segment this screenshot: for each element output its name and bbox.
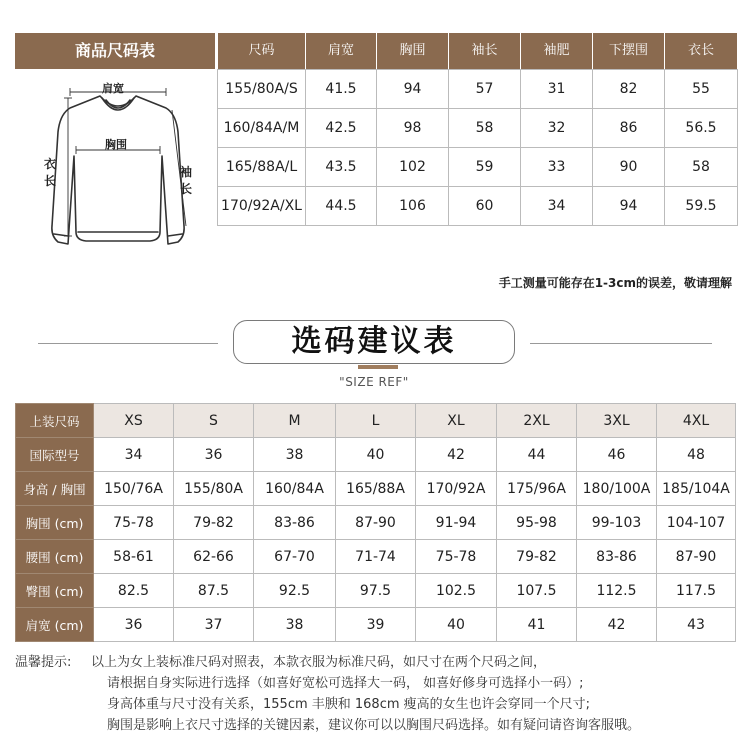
diagram-length-label-2: 长 [44,174,57,188]
product-table-row [218,109,738,148]
size-ref-cell: 39 [336,608,416,642]
size-ref-cell: 46 [577,438,657,472]
size-ref-cell: 112.5 [577,574,657,608]
product-table-cell: 44.5 [306,187,377,226]
size-ref-cell: 97.5 [336,574,416,608]
product-table-header-cell: 袖长 [448,33,520,69]
section-title-underline [358,365,398,369]
product-table-cell: 170/92A/XL [218,187,306,226]
size-ref-row [16,574,736,608]
size-ref-cell: 40 [416,608,497,642]
diagram-shoulder-label: 肩宽 [102,82,124,95]
product-table-cell: 59 [449,148,521,187]
product-table-cell: 106 [377,187,449,226]
size-ref-cell: 79-82 [174,506,254,540]
measurement-note: 手工测量可能存在1-3cm的误差，敬请理解 [498,276,732,290]
size-ref-cell: 71-74 [336,540,416,574]
product-table-cell: 94 [593,187,665,226]
size-ref-row [16,472,736,506]
size-ref-cell: 150/76A [94,472,174,506]
size-ref-cell: 2XL [497,404,577,438]
size-ref-cell: 62-66 [174,540,254,574]
product-table-cell: 98 [377,109,449,148]
size-ref-cell: 48 [657,438,736,472]
size-ref-cell: 99-103 [577,506,657,540]
size-ref-cell: 165/88A [336,472,416,506]
size-ref-cell: 58-61 [94,540,174,574]
size-ref-cell: XL [416,404,497,438]
tips-label: 温馨提示: [15,655,72,670]
size-ref-cell: 41 [497,608,577,642]
size-ref-cell: 75-78 [94,506,174,540]
size-ref-cell: 44 [497,438,577,472]
size-ref-row [16,540,736,574]
product-table-cell: 43.5 [306,148,377,187]
section-subtitle: "SIZE REF" [339,375,409,389]
size-ref-cell: 170/92A [416,472,497,506]
size-ref-cell: 34 [94,438,174,472]
product-table-row [218,70,738,109]
product-table-row [218,187,738,226]
size-ref-cell: 79-82 [497,540,577,574]
size-ref-cell: 3XL [577,404,657,438]
size-ref-cell: XS [94,404,174,438]
size-ref-cell: 104-107 [657,506,736,540]
size-ref-table [15,403,736,642]
product-table-header-cell: 衣长 [664,33,737,69]
product-table-header-cell: 下摆围 [592,33,664,69]
product-table-cell: 31 [521,70,593,109]
size-ref-cell: 160/84A [254,472,336,506]
size-ref-cell: 107.5 [497,574,577,608]
size-ref-row-label: 上装尺码 [16,404,94,438]
product-table-cell: 55 [665,70,738,109]
product-table-cell: 155/80A/S [218,70,306,109]
product-table-cell: 57 [449,70,521,109]
product-size-table-body [217,69,738,226]
diagram-sleeve-label-1: 袖 [180,165,193,179]
product-table-header-cell: 肩宽 [305,33,376,69]
size-ref-cell: 102.5 [416,574,497,608]
product-table-cell: 33 [521,148,593,187]
size-ref-row-label: 臀围 (cm) [16,574,94,608]
product-table-cell: 56.5 [665,109,738,148]
diagram-chest-label: 胸围 [105,138,127,151]
product-table-header-cell: 袖肥 [520,33,592,69]
size-ref-cell: 87-90 [657,540,736,574]
product-table-cell: 90 [593,148,665,187]
size-ref-cell: 42 [577,608,657,642]
product-table-cell: 94 [377,70,449,109]
size-ref-cell: 83-86 [577,540,657,574]
product-table-cell: 59.5 [665,187,738,226]
product-table-cell: 82 [593,70,665,109]
size-ref-cell: 82.5 [94,574,174,608]
section-divider-right [530,343,712,344]
product-table-cell: 165/88A/L [218,148,306,187]
tips-line: 请根据自身实际进行选择（如喜好宽松可选择大一码， 如喜好修身可选择小一码）; [107,676,584,691]
size-ref-cell: 87-90 [336,506,416,540]
product-table-cell: 41.5 [306,70,377,109]
size-ref-cell: 36 [94,608,174,642]
tips-line: 胸围是影响上衣尺寸选择的关键因素，建议你可以以胸围尺码选择。如有疑问请咨询客服哦。 [107,718,641,733]
size-ref-cell: 4XL [657,404,736,438]
size-ref-cell: 75-78 [416,540,497,574]
section-title: 选码建议表 [291,324,457,359]
diagram-length-label-1: 衣 [44,157,57,171]
size-ref-cell: 175/96A [497,472,577,506]
tips-line: 以上为女上装标准尺码对照表，本款衣服为标准尺码，如尺寸在两个尺码之间， [91,655,547,670]
size-ref-row-label: 腰围 (cm) [16,540,94,574]
product-table-cell: 32 [521,109,593,148]
size-ref-cell: 92.5 [254,574,336,608]
size-ref-row [16,404,736,438]
size-ref-cell: 185/104A [657,472,736,506]
size-ref-row-label: 胸围 (cm) [16,506,94,540]
size-ref-row-label: 肩宽 (cm) [16,608,94,642]
product-table-header-cell: 胸围 [376,33,448,69]
product-size-table-header [217,33,737,69]
product-table-row [218,148,738,187]
size-ref-row [16,608,736,642]
size-ref-cell: 91-94 [416,506,497,540]
size-ref-cell: 83-86 [254,506,336,540]
size-ref-cell: 180/100A [577,472,657,506]
product-table-header-cell: 尺码 [217,33,305,69]
size-ref-cell: M [254,404,336,438]
product-table-cell: 102 [377,148,449,187]
size-ref-cell: 155/80A [174,472,254,506]
diagram-sleeve-label-2: 长 [180,182,193,196]
product-table-cell: 34 [521,187,593,226]
size-ref-row [16,506,736,540]
size-ref-cell: 36 [174,438,254,472]
product-table-cell: 42.5 [306,109,377,148]
product-table-cell: 160/84A/M [218,109,306,148]
product-table-cell: 86 [593,109,665,148]
size-ref-cell: 37 [174,608,254,642]
size-ref-cell: 43 [657,608,736,642]
size-ref-cell: 38 [254,438,336,472]
size-ref-cell: 42 [416,438,497,472]
product-table-cell: 58 [449,109,521,148]
size-ref-cell: L [336,404,416,438]
size-ref-cell: 40 [336,438,416,472]
size-ref-cell: 38 [254,608,336,642]
size-ref-row [16,438,736,472]
product-size-table-title: 商品尺码表 [15,33,215,69]
size-ref-row-label: 身高 / 胸围 [16,472,94,506]
product-table-cell: 60 [449,187,521,226]
size-ref-cell: 117.5 [657,574,736,608]
size-ref-row-label: 国际型号 [16,438,94,472]
product-table-cell: 58 [665,148,738,187]
tips-line: 身高体重与尺寸没有关系，155cm 丰腴和 168cm 瘦高的女生也许会穿同一个尺寸; [107,697,591,712]
size-ref-cell: 95-98 [497,506,577,540]
tips-lines [91,652,640,736]
section-divider-left [38,343,218,344]
size-ref-cell: S [174,404,254,438]
size-ref-cell: 87.5 [174,574,254,608]
size-ref-cell: 67-70 [254,540,336,574]
